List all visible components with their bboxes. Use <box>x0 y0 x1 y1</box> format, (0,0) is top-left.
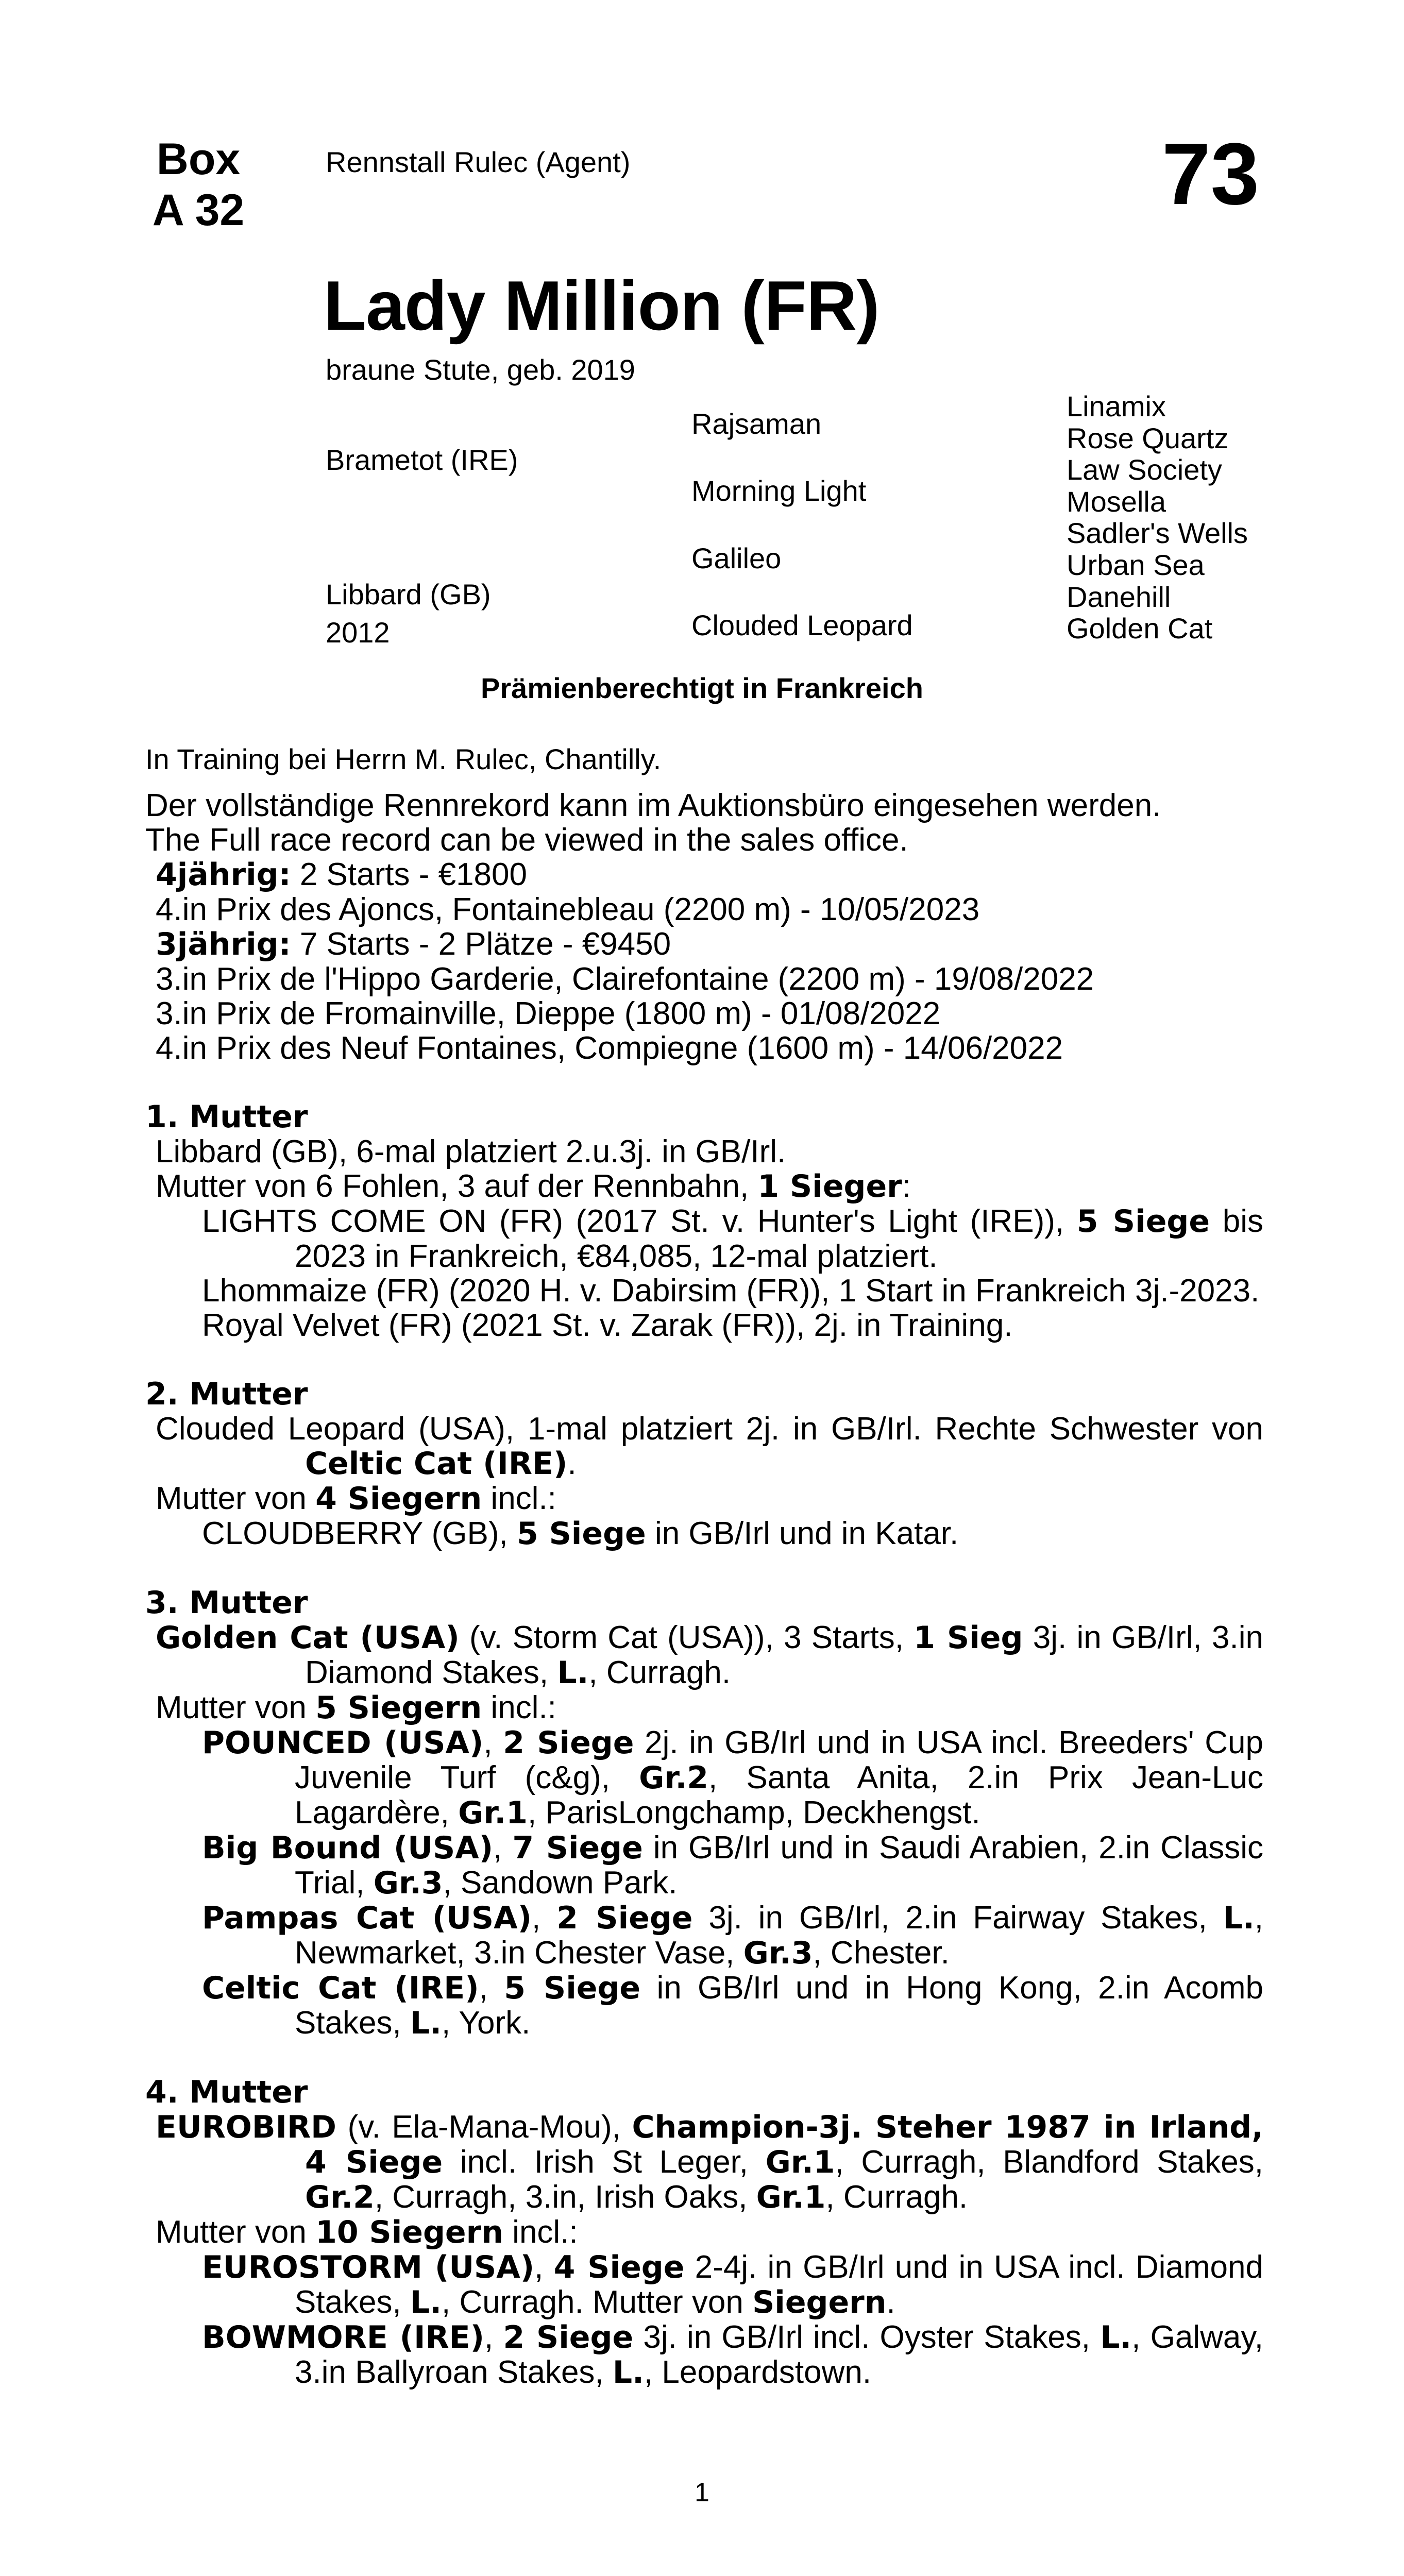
dam2-line: Clouded Leopard (USA), 1-mal platziert 2j. in GB/Irl. Rechte Schwester von Celtic Cat (IRE). <box>156 1411 1263 1482</box>
age3-label: 3jährig: <box>156 926 291 962</box>
dam4-produce: Mutter von 10 Siegern incl.: <box>156 2214 578 2250</box>
premium-note: Prämienberechtigt in Frankreich <box>481 672 923 704</box>
dam1-foal-1: LIGHTS COME ON (FR) (2017 St. v. Hunter's Light (IRE)), 5 Siege bis 2023 in Frankreich, €84,085, 12-mal platziert. <box>202 1204 1263 1274</box>
dam2-section <box>145 1377 1263 1551</box>
pedigree-sire-sire: Rajsaman <box>691 408 822 440</box>
dam4-foal-2: BOWMORE (IRE), 2 Siege 3j. in GB/Irl incl. Oyster Stakes, L., Galway, 3.in Ballyroan Stakes, L., Leopardstown. <box>202 2319 1263 2391</box>
dam1-foal-3: Royal Velvet (FR) (2021 St. v. Zarak (FR)), 2j. in Training. <box>202 1308 1013 1343</box>
pedigree-dam-dam: Clouded Leopard <box>691 609 913 641</box>
record-note-en: The Full race record can be viewed in the sales office. <box>145 822 908 858</box>
dam4-line: EUROBIRD (v. Ela-Mana-Mou), Champion-3j. Steher 1987 in Irland, 4 Siege incl. Irish St Leger, Gr.1, Curragh, Blandford Stakes, Gr.2, Curragh, 3.in, Irish Oaks, Gr.1, Curragh. <box>156 2109 1264 2215</box>
age4-label: 4jährig: <box>156 857 291 893</box>
pedigree-g3-1: Linamix <box>1067 390 1166 422</box>
pedigree-sire: Brametot (IRE) <box>326 444 518 476</box>
dam4-foal-1: EUROSTORM (USA), 4 Siege 2-4j. in GB/Irl und in USA incl. Diamond Stakes, L., Curragh. Mutter von Siegern. <box>202 2249 1263 2320</box>
dam3-foal-1: POUNCED (USA), 2 Siege 2j. in GB/Irl und in USA incl. Breeders' Cup Juvenile Turf (c&g), Gr.2, Santa Anita, 2.in Prix Jean-Luc Lagardère, Gr.1, ParisLongchamp, Deckhengst. <box>202 1725 1263 1831</box>
dam3-foal-2: Big Bound (USA), 7 Siege in GB/Irl und in Saudi Arabien, 2.in Classic Trial, Gr.3, Sandown Park. <box>202 1830 1263 1901</box>
main-text <box>145 788 1263 2390</box>
box-word: Box <box>156 134 241 184</box>
dam2-foal-1: CLOUDBERRY (GB), 5 Siege in GB/Irl und in Katar. <box>202 1516 959 1552</box>
dam2-heading: 2. Mutter <box>145 1376 308 1412</box>
pedigree-sire-dam: Morning Light <box>691 474 867 507</box>
dam1-line: Libbard (GB), 6-mal platziert 2.u.3j. in GB/Irl. <box>156 1134 786 1170</box>
age3-race-1: 3.in Prix de l'Hippo Garderie, Clairefontaine (2200 m) - 19/08/2022 <box>156 961 1094 997</box>
training-note: In Training bei Herrn M. Rulec, Chantilly. <box>145 743 662 775</box>
dam1-section <box>145 1100 1263 1343</box>
race-record <box>145 788 1263 1065</box>
pedigree-g3-list <box>1067 391 1248 645</box>
pedigree-g3-5: Sadler's Wells <box>1067 517 1248 550</box>
pedigree-g3-3: Law Society <box>1067 453 1222 486</box>
dam1-foal-2: Lhommaize (FR) (2020 H. v. Dabirsim (FR)), 1 Start in Frankreich 3j.-2023. <box>202 1273 1260 1309</box>
pedigree-dam-sire: Galileo <box>691 542 782 574</box>
dam4-heading: 4. Mutter <box>145 2074 308 2110</box>
pedigree-dam: Libbard (GB) <box>326 578 491 611</box>
lot-number: 73 <box>1162 125 1260 223</box>
pedigree-g3-2: Rose Quartz <box>1067 421 1229 454</box>
record-note-de: Der vollständige Rennrekord kann im Auktionsbüro eingesehen werden. <box>145 788 1161 823</box>
dam1-heading: 1. Mutter <box>145 1099 308 1135</box>
age4-summary: 4jährig: 2 Starts - €1800 <box>156 857 527 893</box>
age4-race: 4.in Prix des Ajoncs, Fontainebleau (2200 m) - 10/05/2023 <box>156 892 980 927</box>
dam3-foal-3: Pampas Cat (USA), 2 Siege 3j. in GB/Irl, 2.in Fairway Stakes, L., Newmarket, 3.in Chester Vase, Gr.3, Chester. <box>202 1900 1263 1971</box>
box-label <box>144 134 252 236</box>
age3-summary: 3jährig: 7 Starts - 2 Plätze - €9450 <box>156 926 671 962</box>
dam3-produce: Mutter von 5 Siegern incl.: <box>156 1690 556 1726</box>
horse-name: Lady Million (FR) <box>324 266 879 345</box>
pedigree-g3-6: Urban Sea <box>1067 548 1205 581</box>
dam4-section <box>145 2075 1263 2390</box>
pedigree-g3-8: Golden Cat <box>1067 612 1213 645</box>
age3-race-3: 4.in Prix des Neuf Fontaines, Compiegne (1600 m) - 14/06/2022 <box>156 1030 1063 1066</box>
pedigree-g3-4: Mosella <box>1067 485 1166 518</box>
horse-description: braune Stute, geb. 2019 <box>326 353 635 386</box>
dam3-foal-4: Celtic Cat (IRE), 5 Siege in GB/Irl und in Hong Kong, 2.in Acomb Stakes, L., York. <box>202 1970 1263 2041</box>
page-number: 1 <box>695 2478 709 2507</box>
pedigree-dam-year: 2012 <box>326 616 390 649</box>
pedigree-g3-7: Danehill <box>1067 580 1171 613</box>
dam1-produce: Mutter von 6 Fohlen, 3 auf der Rennbahn, 1 Sieger: <box>156 1168 911 1205</box>
dam3-section <box>145 1586 1263 2041</box>
dam3-heading: 3. Mutter <box>145 1585 308 1621</box>
box-number: A 32 <box>152 185 245 235</box>
dam3-line: Golden Cat (USA) (v. Storm Cat (USA)), 3 Starts, 1 Sieg 3j. in GB/Irl, 3.in Diamond Stakes, L., Curragh. <box>156 1620 1263 1691</box>
consignor: Rennstall Rulec (Agent) <box>326 146 631 178</box>
age3-race-2: 3.in Prix de Fromainville, Dieppe (1800 m) - 01/08/2022 <box>156 996 941 1031</box>
dam2-produce: Mutter von 4 Siegern incl.: <box>156 1481 556 1517</box>
